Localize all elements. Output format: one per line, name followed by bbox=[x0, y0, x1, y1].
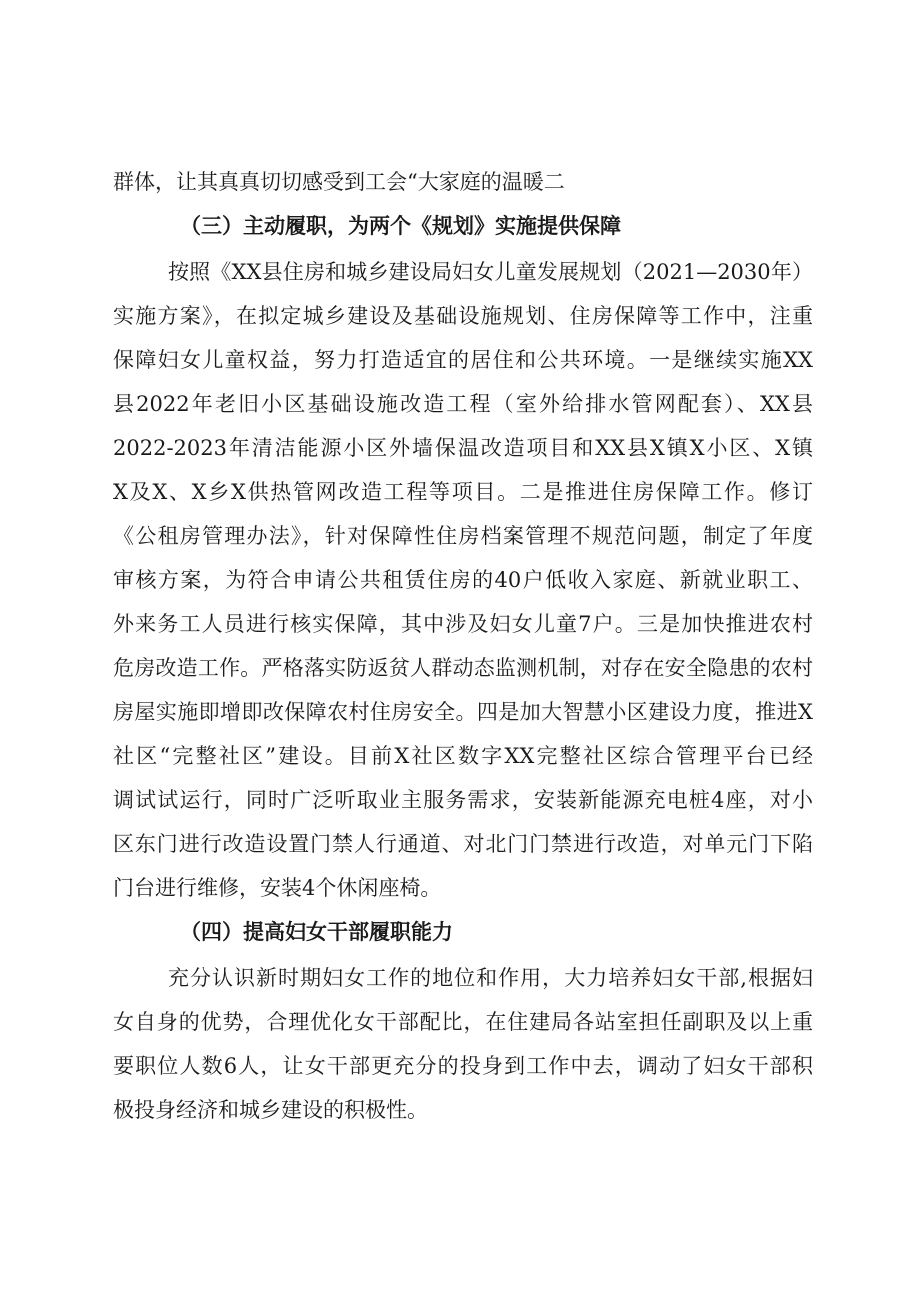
paragraph-line: 按照《XX县住房和城乡建设局妇女儿童发展规划（2021—2030年） bbox=[168, 260, 813, 284]
paragraph-line: 保障妇女儿童权益，努力打造适宜的居住和公共环境。一是继续实施XX bbox=[113, 348, 813, 372]
paragraph-line: 实施方案》，在拟定城乡建设及基础设施规划、住房保障等工作中，注重 bbox=[113, 304, 813, 328]
paragraph-line: 房屋实施即增即改保障农村住房安全。四是加大智慧小区建设力度，推进X bbox=[113, 700, 813, 724]
paragraph-line: 审核方案，为符合申请公共租赁住房的40户低收入家庭、新就业职工、 bbox=[113, 568, 813, 592]
paragraph-line: 社区“完整社区”建设。目前X社区数字XX完整社区综合管理平台已经 bbox=[113, 744, 813, 768]
paragraph-line: 要职位人数6人，让女干部更充分的投身到工作中去，调动了妇女干部积 bbox=[113, 1054, 813, 1078]
paragraph-line: 极投身经济和城乡建设的积极性。 bbox=[113, 1098, 428, 1122]
paragraph-line: 女自身的优势，合理优化女干部配比，在住建局各站室担任副职及以上重 bbox=[113, 1010, 813, 1034]
paragraph-line: 门台进行维修，安装4个休闲座椅。 bbox=[113, 876, 442, 900]
paragraph-line: 调试试运行，同时广泛听取业主服务需求，安装新能源充电桩4座，对小 bbox=[113, 788, 813, 812]
section-heading-3: （三）主动履职，为两个《规划》实施提供保障 bbox=[180, 214, 621, 238]
paragraph-line: 危房改造工作。严格落实防返贫人群动态监测机制，对存在安全隐患的农村 bbox=[113, 656, 813, 680]
paragraph-line: 2022-2023年清洁能源小区外墙保温改造项目和XX县X镇X小区、X镇 bbox=[113, 436, 813, 460]
paragraph-line: 区东门进行改造设置门禁人行通道、对北门门禁进行改造，对单元门下陷 bbox=[113, 832, 813, 856]
paragraph-line: X及X、X乡X供热管网改造工程等项目。二是推进住房保障工作。修订 bbox=[113, 480, 813, 504]
paragraph-line: 县2022年老旧小区基础设施改造工程（室外给排水管网配套）、XX县 bbox=[113, 392, 813, 416]
paragraph-line: 《公租房管理办法》，针对保障性住房档案管理不规范问题，制定了年度 bbox=[113, 524, 813, 548]
section-heading-4: （四）提高妇女干部履职能力 bbox=[180, 920, 453, 944]
paragraph-line: 外来务工人员进行核实保障，其中涉及妇女儿童7户。三是加快推进农村 bbox=[113, 612, 813, 636]
paragraph-line: 充分认识新时期妇女工作的地位和作用，大力培养妇女干部,根据妇 bbox=[168, 966, 813, 990]
paragraph-line: 群体，让其真真切切感受到工会“大家庭的温暖二 bbox=[113, 170, 565, 194]
